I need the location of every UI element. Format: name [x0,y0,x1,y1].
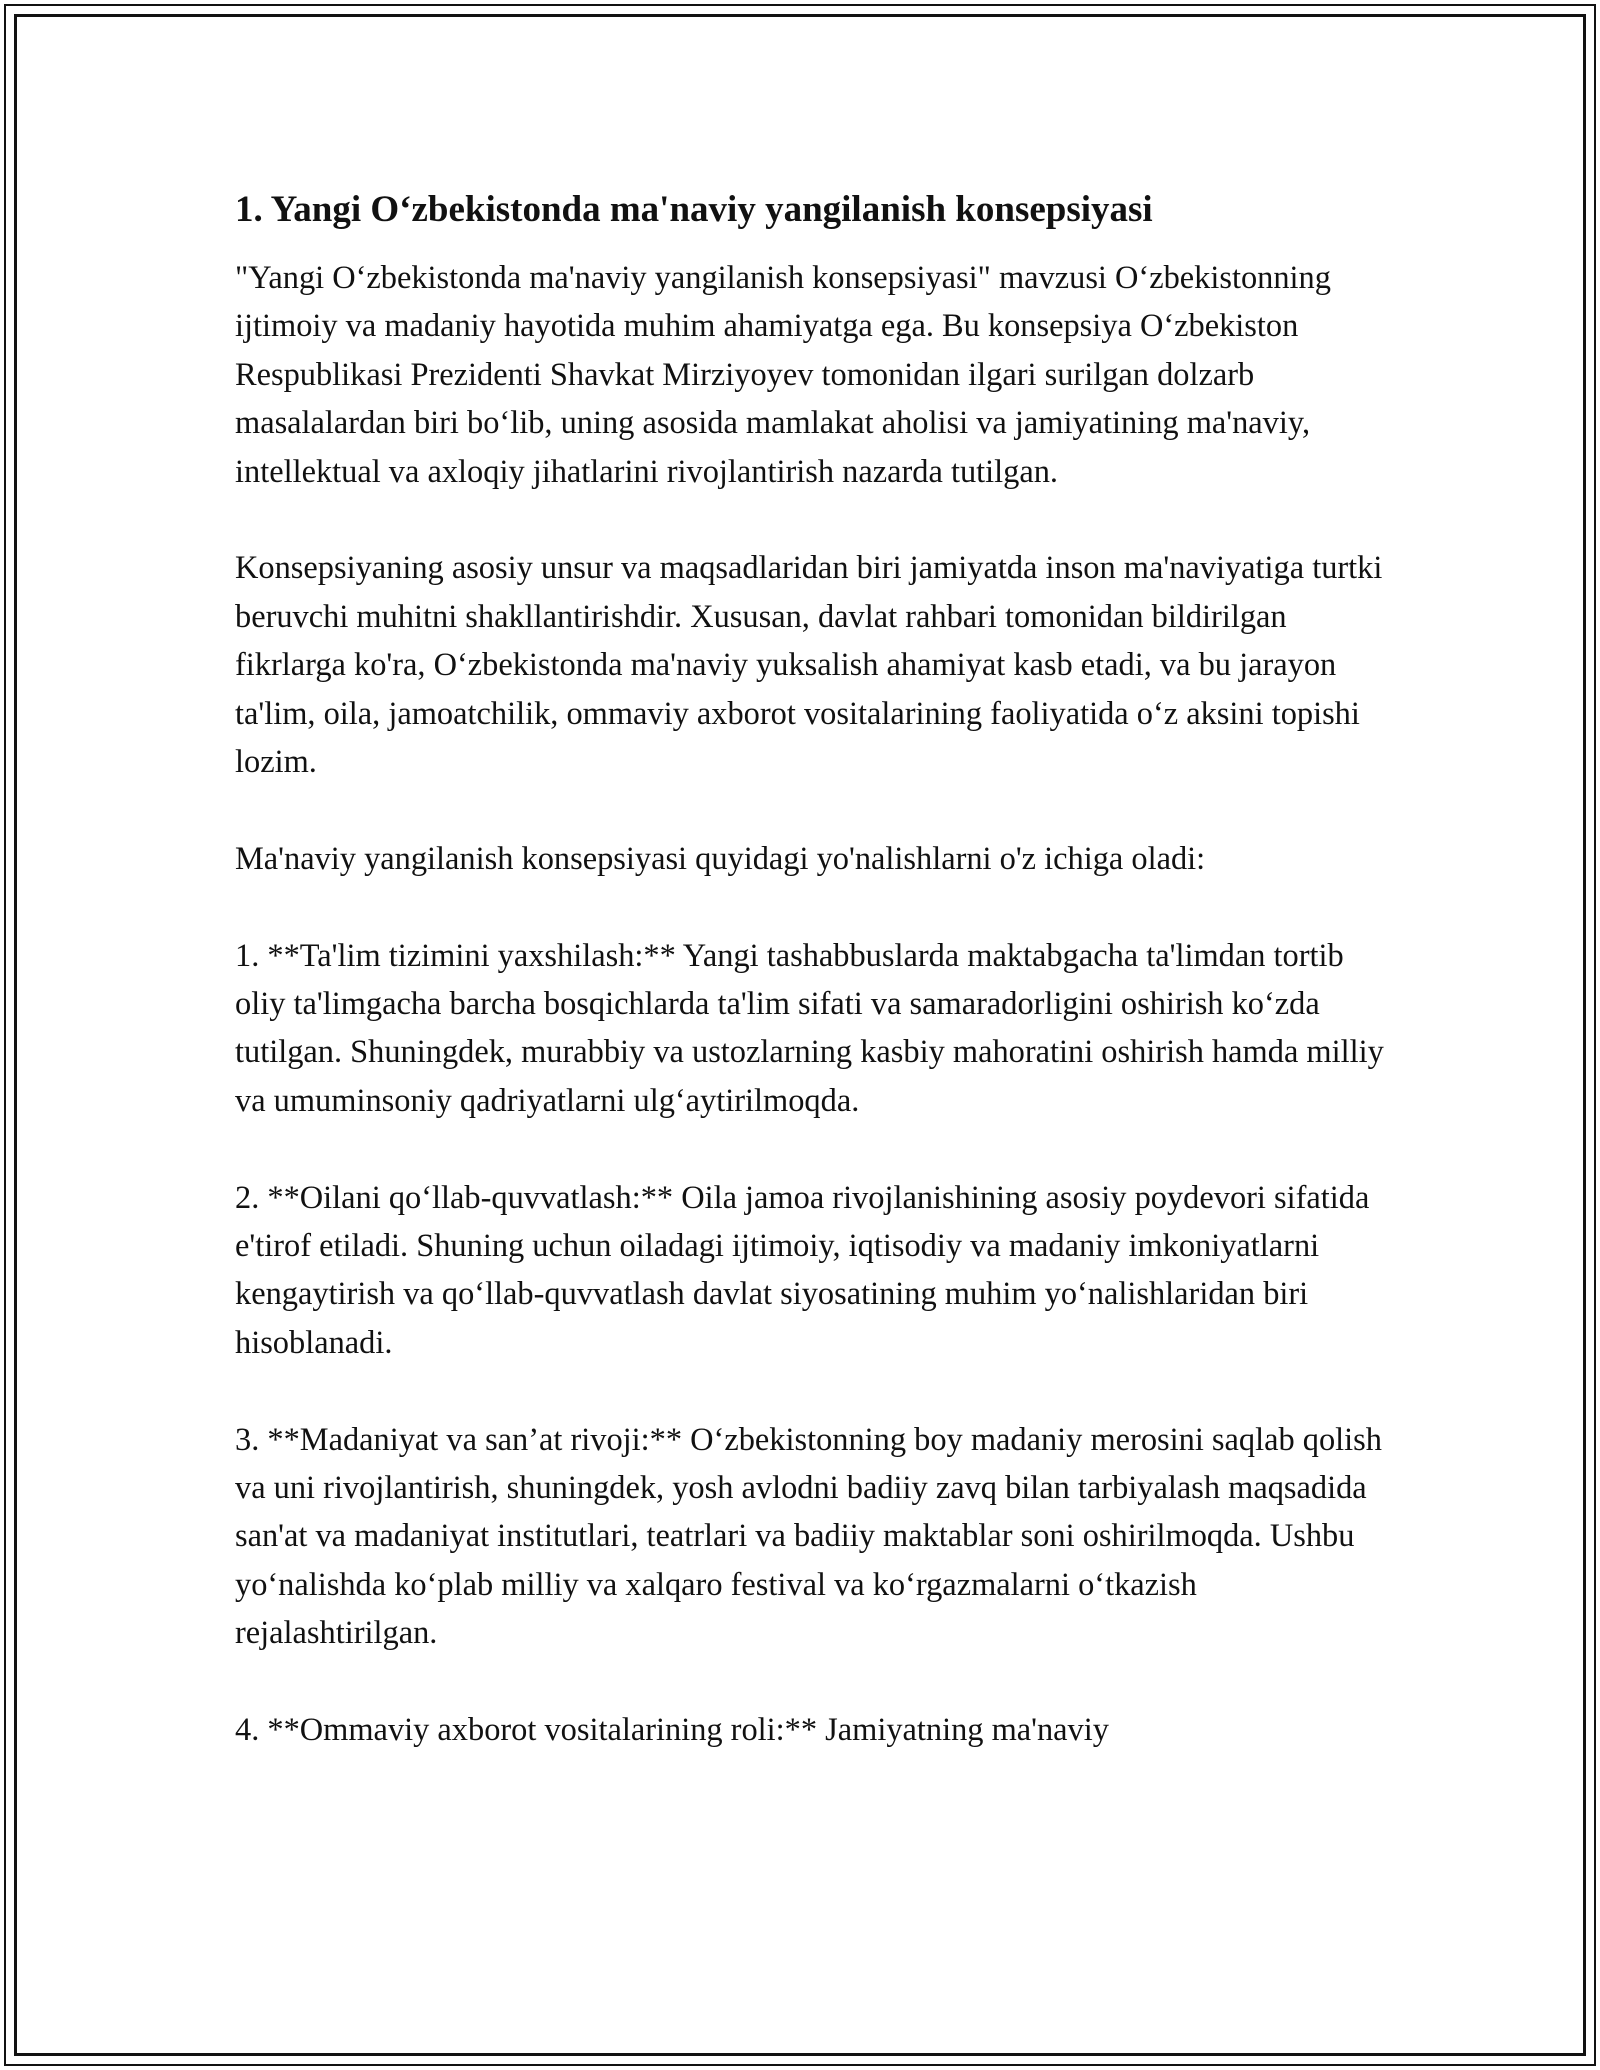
paragraph-directions-intro: Ma'naviy yangilanish konsepsiyasi quyidagi yo'nalishlarni o'z ichiga oladi: [235,840,1206,877]
paragraph-intro: "Yangi O‘zbekistonda ma'naviy yangilanish konsepsiyasi" mavzusi O‘zbekistonning ijtimoiy va madaniy hayotida muhim ahamiyatga ega. Bu konsepsiya O‘zbekiston Respublikasi Prezidenti Shavkat Mirziyoyev tomonidan ilgari surilgan dolzarb masalalardan biri bo‘lib, uning asosida mamlakat aholisi va jamiyatining ma'naviy, intellektual va axloqiy jihatlarini rivojlantirish nazarda tutilgan. [235,260,1331,490]
paragraph-item-culture: 3. **Madaniyat va san’at rivoji:** O‘zbekistonning boy madaniy merosini saqlab qolish va uni rivojlantirish, shuningdek, yosh avlodni badiiy zavq bilan tarbiyalash maqsadida san'at va madaniyat institutlari, teatrlari va badiiy maktablar soni oshirilmoqda. Ushbu yo‘nalishda ko‘plab milliy va xalqaro festival va ko‘rgazmalarni o‘tkazish rejalashtirilgan. [235,1421,1382,1652]
paragraph-item-education: 1. **Ta'lim tizimini yaxshilash:** Yangi tashabbuslarda maktabgacha ta'limdan tortib oliy ta'limgacha barcha bosqichlarda ta'lim sifati va samaradorligini oshirish ko‘zda tutilgan. Shuningdek, murabbiy va ustozlarning kasbiy mahoratini oshirish hamda milliy va umuminsoniy qadriyatlarni ulg‘aytirilmoqda. [235,937,1384,1119]
paragraph-item-family: 2. **Oilani qo‘llab-quvvatlash:** Oila jamoa rivojlanishining asosiy poydevori sifatida e'tirof etiladi. Shuning uchun oiladagi ijtimoiy, iqtisodiy va madaniy imkoniyatlarni kengaytirish va qo‘llab-quvvatlash davlat siyosatining muhim yo‘nalishlaridan biri hisoblanadi. [235,1179,1370,1361]
paragraph-goals: Konsepsiyaning asosiy unsur va maqsadlaridan biri jamiyatda inson ma'naviyatiga turtki beruvchi muhitni shakllantirishdir. Xususan, davlat rahbari tomonidan bildirilgan fikrlarga ko'ra, O‘zbekistonda ma'naviy yuksalish ahamiyat kasb etadi, va bu jarayon ta'lim, oila, jamoatchilik, ommaviy axborot vositalarining faoliyatida o‘z aksini topishi lozim. [235,550,1383,781]
paragraph-item-media: 4. **Ommaviy axborot vositalarining roli:** Jamiyatning ma'naviy [235,1712,1109,1749]
document-title: 1. Yangi O‘zbekistonda ma'naviy yangilanish konsepsiyasi [235,189,1153,230]
document-body [235,186,1385,1755]
